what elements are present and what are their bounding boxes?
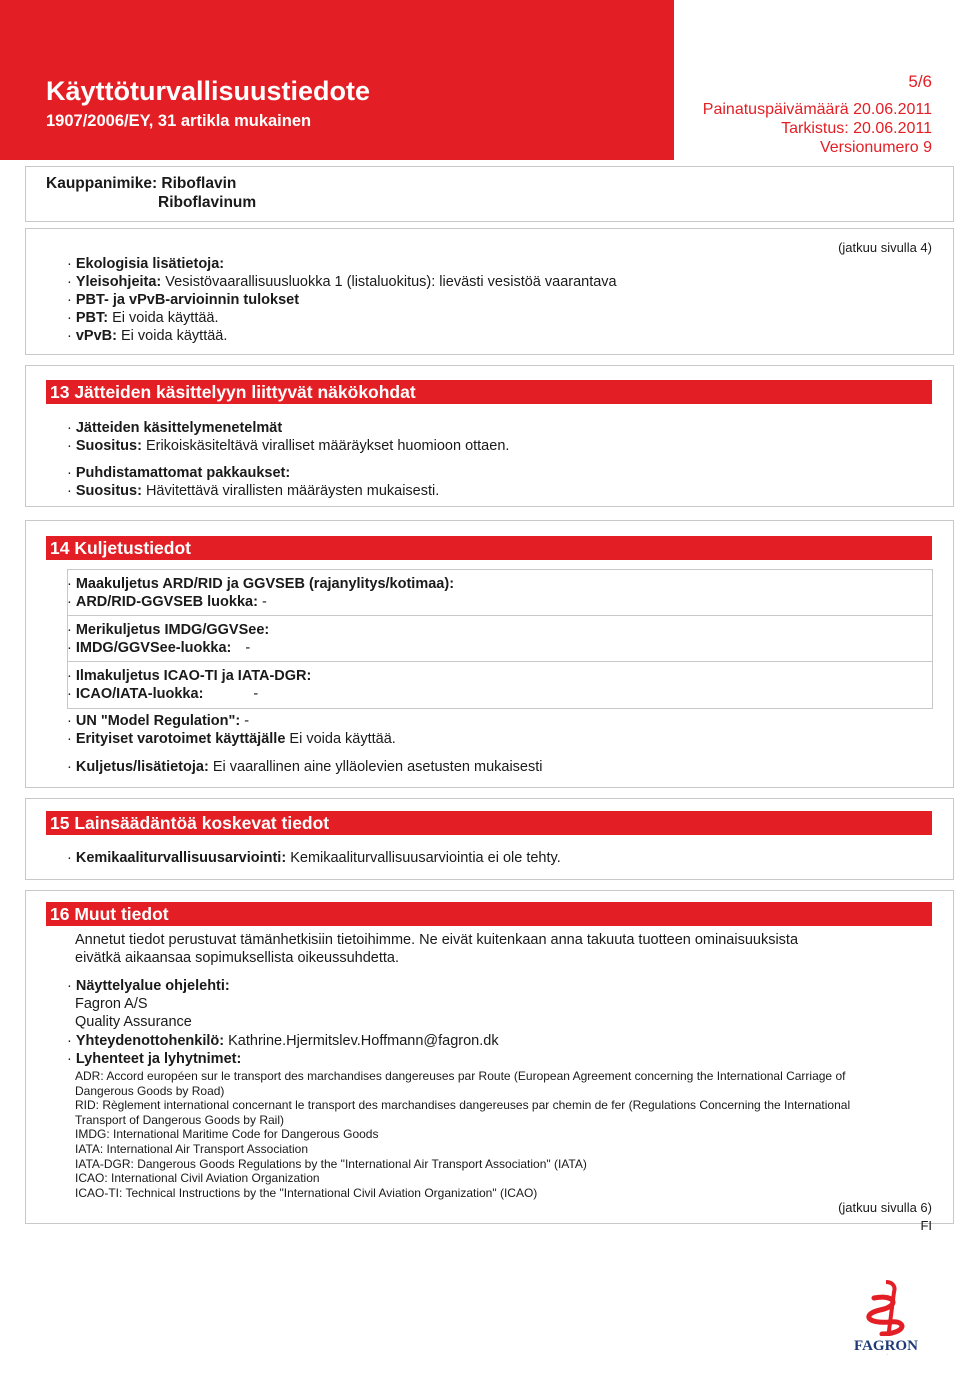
page-number: Sivu: 5/6 [865,72,932,91]
pbt-results: · PBT- ja vPvB-arvioinnin tulokset [67,292,300,308]
chemical-safety-assessment: · Kemikaaliturvallisuusarviointi: Kemikaaliturvallisuusarviointia ei ole tehty. [67,850,561,866]
special-precautions: · Erityiset varotoimet käyttäjälle Ei voida käyttää. [67,731,396,747]
land-class: · ARD/RID-GGVSEB luokka: - [67,594,267,610]
abbr-icao: ICAO: International Civil Aviation Organization [75,1171,320,1185]
section-16-title: 16 Muut tiedot [46,902,932,926]
version-number: Versionumero 9 [819,139,932,156]
document-title: Käyttöturvallisuustiedote [46,76,371,106]
fagron-logo-icon [836,1276,936,1368]
logo-text: FAGRON [854,1338,918,1354]
disposal-methods: · Jätteiden käsittelymenetelmät [67,420,283,436]
print-date: Painatuspäivämäärä 20.06.2011 [702,101,932,118]
abbr-adr: ADR: Accord européen sur le transport des marchandises dangereuses par Route (European Agreement concerning the International Carriage of Dangerous Goods by Road) [75,1069,846,1098]
disclaimer-line-1: Annetut tiedot perustuvat tämänhetkisiin tietoihimme. Ne eivät kuitenkaan anna takuuta tuotteen ominaisuuksista [75,932,799,948]
uncleaned-packaging: · Puhdistamattomat pakkaukset: [67,465,291,481]
land-transport: · Maakuljetus ARD/RID ja GGVSEB (rajanylitys/kotimaa): [67,576,455,592]
abbreviations: · Lyhenteet ja lyhytnimet: [67,1051,242,1067]
continued-on: (jatkuu sivulla 6) [838,1200,932,1215]
ecological-info: · Ekologisia lisätietoja: [67,256,225,272]
recommendation-1: · Suositus: Erikoiskäsiteltävä viralliset määräykset huomioon ottaen. [67,438,510,454]
transport-additional-info: · Kuljetus/lisätietoja: Ei vaarallinen aine ylläolevien asetusten mukaisesti [67,759,543,775]
vpvb: · vPvB: Ei voida käyttää. [67,328,228,344]
disclaimer-line-2: eivätkä aikaansaa sopimuksellista oikeussuhdetta. [75,950,400,966]
sea-class: · IMDG/GGVSee-luokka: - [67,640,251,656]
document-subtitle: 1907/2006/EY, 31 artikla mukainen [46,112,312,130]
sea-transport: · Merikuljetus IMDG/GGVSee: [67,622,270,638]
abbr-iata-dgr: IATA-DGR: Dangerous Goods Regulations by the "International Air Transport Association" (IATA) [75,1157,587,1171]
air-transport: · Ilmakuljetus ICAO-TI ja IATA-DGR: [67,668,312,684]
abbr-imdg: IMDG: International Maritime Code for Dangerous Goods [75,1127,379,1141]
review-date: Tarkistus: 20.06.2011 [781,120,932,137]
department-name: Quality Assurance [75,1014,192,1030]
recommendation-2: · Suositus: Hävitettävä virallisten määräysten mukaisesti. [67,483,440,499]
continued-from: (jatkuu sivulla 4) [838,240,932,255]
transport-divider-1 [67,615,933,616]
general-notes: · Yleisohjeita: Vesistövaarallisuusluokka 1 (listaluokitus): lievästi vesistöä vaarantava [67,274,617,290]
contact-person: · Yhteydenottohenkilö: Kathrine.Hjermitslev.Hoffmann@fagron.dk [67,1033,499,1049]
pbt: · PBT: Ei voida käyttää. [67,310,219,326]
product-name: Kauppanimike: Riboflavin Riboflavinum [46,175,257,211]
language-code: FI [920,1218,932,1233]
issuing-department: · Näyttelyalue ohjelehti: [67,978,230,994]
air-class: · ICAO/IATA-luokka: - [67,686,259,702]
abbr-icao-ti: ICAO-TI: Technical Instructions by the "International Civil Aviation Organization" (ICAO) [75,1186,538,1200]
company-name: Fagron A/S [75,996,148,1012]
fagron-logo [836,1276,936,1368]
abbr-iata: IATA: International Air Transport Association [75,1142,309,1156]
transport-divider-2 [67,661,933,662]
abbr-rid: RID: Règlement international concernant le transport des marchandises dangereuses par chemin de fer (Regulations Concerning the International Transport of Dangerous Goods by Rail) [75,1098,851,1127]
section-14-title: 14 Kuljetustiedot [46,536,932,560]
section-13-title: 13 Jätteiden käsittelyyn liittyvät näkökohdat [46,380,932,404]
section-15-title: 15 Lainsäädäntöä koskevat tiedot [46,811,932,835]
un-model-regulation: · UN "Model Regulation": - [67,713,250,729]
